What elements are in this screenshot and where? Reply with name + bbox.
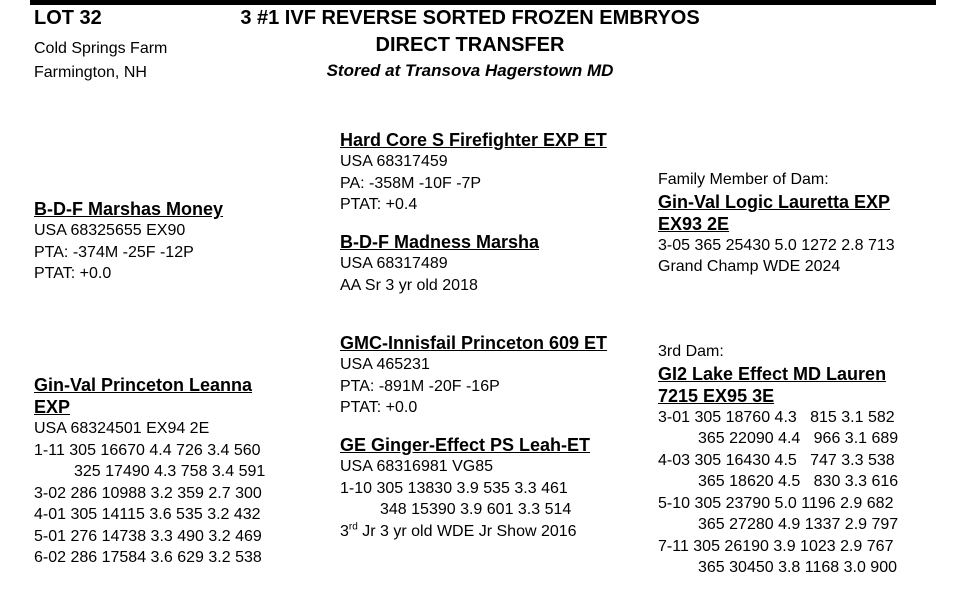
- farm-name: Cold Springs Farm: [34, 40, 168, 57]
- dam-parent-name: B-D-F Madness Marsha: [340, 232, 540, 252]
- leah-reg: USA 68316981 VG85: [340, 458, 494, 475]
- granddam-sire-block: [340, 332, 607, 419]
- dam-ptat: PTAT: +0.0: [34, 265, 112, 282]
- granddam-reg: USA 68324501 EX94 2E: [34, 420, 210, 437]
- lot-number: LOT 32: [34, 7, 102, 29]
- third-dam-record: 365 30450 3.8 1168 3.0 900: [698, 559, 897, 576]
- dam-parent-award: AA Sr 3 yr old 2018: [340, 276, 478, 294]
- granddam-record: 1-11 305 16670 4.4 726 3.4 560: [34, 441, 261, 459]
- storage-location: Stored at Transova Hagerstown MD: [326, 61, 614, 80]
- third-dam-label: 3rd Dam:: [658, 343, 724, 360]
- leah-record: 348 15390 3.9 601 3.3 514: [380, 501, 572, 518]
- family-member-record: 3-05 365 25430 5.0 1272 2.8 713: [658, 236, 895, 254]
- leah-award-ordinal: rd: [348, 521, 358, 533]
- third-dam-classification: 7215 EX95 3E: [658, 385, 775, 406]
- sire-reg: USA 68317459: [340, 153, 448, 170]
- leah-award-text: Jr 3 yr old WDE Jr Show 2016: [357, 522, 577, 540]
- family-member-award: Grand Champ WDE 2024: [658, 258, 841, 275]
- dam-pta: PTA: -374M -25F -12P: [34, 243, 194, 261]
- family-member-label: Family Member of Dam:: [658, 171, 829, 188]
- family-member-classification: EX93 2E: [658, 213, 730, 234]
- third-dam-record: 3-01 305 18760 4.3 815 3.1 582: [658, 408, 895, 426]
- third-dam-record: 5-10 305 23790 5.0 1196 2.9 682: [658, 494, 894, 512]
- granddam-block: [34, 374, 265, 569]
- family-member-block: [658, 169, 895, 278]
- lot-title: 3 #1 IVF REVERSE SORTED FROZEN EMBRYOS: [240, 7, 700, 29]
- granddam-sire-pta: PTA: -891M -20F -16P: [340, 377, 500, 395]
- third-dam-name: GI2 Lake Effect MD Lauren: [658, 363, 887, 384]
- leah-block: [340, 434, 590, 542]
- family-member-name: Gin-Val Logic Lauretta EXP: [658, 191, 891, 212]
- granddam-record: 6-02 286 17584 3.6 629 3.2 538: [34, 549, 262, 566]
- leah-award: [340, 521, 590, 543]
- farm-info: [34, 37, 167, 85]
- leah-record: 1-10 305 13830 3.9 535 3.3 461: [340, 479, 568, 497]
- top-rule: [30, 0, 936, 5]
- third-dam-block: [658, 341, 898, 579]
- leah-award-place: 3: [340, 522, 349, 540]
- granddam-sire-ptat: PTAT: +0.0: [340, 399, 418, 416]
- leah-name: GE Ginger-Effect PS Leah-ET: [340, 435, 591, 455]
- transfer-type: DIRECT TRANSFER: [375, 34, 565, 56]
- granddam-sire-name: GMC-Innisfail Princeton 609 ET: [340, 333, 608, 353]
- granddam-record: 3-02 286 10988 3.2 359 2.7 300: [34, 484, 262, 502]
- granddam-record: 4-01 305 14115 3.6 535 3.2 432: [34, 506, 261, 523]
- third-dam-record: 365 27280 4.9 1337 2.9 797: [698, 516, 899, 533]
- granddam-name: Gin-Val Princeton Leanna: [34, 375, 253, 395]
- sire-name: Hard Core S Firefighter EXP ET: [340, 130, 607, 150]
- third-dam-record: 365 18620 4.5 830 3.3 616: [698, 473, 899, 490]
- third-dam-record: 4-03 305 16430 4.5 747 3.3 538: [658, 451, 895, 469]
- farm-location: Farmington, NH: [34, 64, 147, 81]
- third-dam-record: 7-11 305 26190 3.9 1023 2.9 767: [658, 537, 894, 555]
- granddam-record: 5-01 276 14738 3.3 490 3.2 469: [34, 527, 262, 545]
- sire-pa: PA: -358M -10F -7P: [340, 174, 482, 192]
- granddam-sire-reg: USA 465231: [340, 356, 430, 373]
- third-dam-record: 365 22090 4.4 966 3.1 689: [698, 430, 899, 447]
- sire-ptat: PTAT: +0.4: [340, 196, 418, 213]
- dam-block: [34, 198, 223, 285]
- dam-reg: USA 68325655 EX90: [34, 222, 186, 239]
- granddam-name-suffix: EXP: [34, 397, 71, 417]
- granddam-record: 325 17490 4.3 758 3.4 591: [74, 463, 266, 480]
- dam-name: B-D-F Marshas Money: [34, 199, 224, 219]
- dam-parent-block: [340, 231, 539, 296]
- sire-block: [340, 129, 607, 216]
- dam-parent-reg: USA 68317489: [340, 255, 448, 272]
